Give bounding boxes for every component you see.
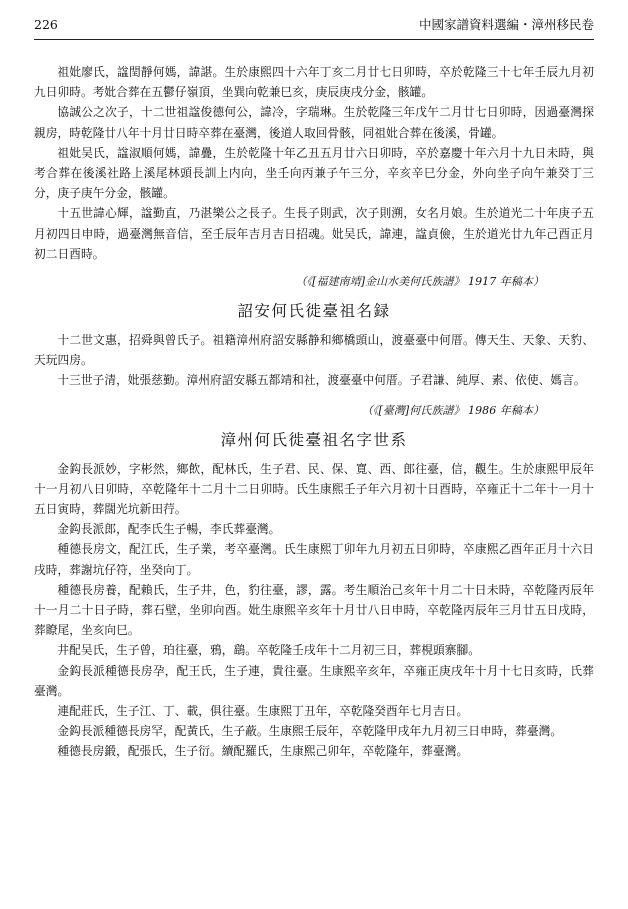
running-title: 中國家譜資料選編・漳州移民卷	[418, 17, 594, 32]
paragraph: 十三世子清，妣張慈勤。漳州府詔安縣五都靖和社，渡臺臺中何厝。子君謙、純厚、素、依使、媽言。	[57, 373, 586, 388]
paragraph: 連配莊氏，生子江、丁、載，俱往臺。生康熙丁丑年，卒乾隆癸酉年七月吉日。	[57, 704, 469, 719]
paragraph: 種德長房鍛，配張氏，生子衍。續配羅氏，生康熙己卯年，卒乾隆年，葬臺灣。	[57, 744, 469, 759]
paragraph: 金鈎長派種德長房罕，配黃氏，生子蔽。生康熙壬辰年，卒乾隆甲戌年九月初三日申時，葬臺灣。	[57, 724, 563, 739]
section-title: 漳州何氏徙臺祖名字世系	[220, 430, 408, 449]
paragraph: 十二世文惠，招舜與曾氏子。祖籍漳州府詔安縣静和鄉橋頭山，渡臺臺中何厝。傳天生、天象、天豹、天玩四房。	[34, 333, 594, 368]
paragraph: 協誠公之次子，十二世祖諡俊德何公，諱冷，字瑞琳。生於乾隆三年戊午二月廿七日卯時，因過臺灣探親房，時乾隆廿八年十月廿日時卒葬在臺灣，後道人取回骨骸，同祖妣合葬在後溪，骨罐。	[34, 105, 594, 140]
page-body	[34, 62, 594, 762]
paragraph: 種德長房文，配江氏，生子業，考卒臺灣。氏生康熙丁卯年九月初五日卯時，卒康熙乙酉年正月十六日戌時，葬謝坑仔符，坐癸向丁。	[34, 542, 594, 577]
source-citation: （《[福建南靖]金山水美何氏族譜》 1917 年稿本）	[295, 275, 544, 289]
paragraph: 祖妣吴氏，諡淑順何媽，諱疊，生於乾隆十年乙丑五月廿六日卯時，卒於嘉慶十年六月十九日未時，與考合葬在後溪社路上溪尾林頭長訓上内向，坐壬向丙兼子午三分，辛亥辛巳分金，外向坐子向午兼癸丁三分，庚子庚午分金，骸罐。	[34, 145, 594, 201]
paragraph: 金鈎長派妙，字彬然，鄉飲，配林氏，生子君、民、保、寬、西、郎往臺，信，觀生。生於康熙甲辰年十一月初八日卯時，卒乾隆年十二月十二日卯時。氏生康熙壬子年六月初十日酉時，卒雍正十二年十一月十五日寅時，葬闊光坑新田荇。	[34, 461, 594, 517]
paragraph: 金鈎長派郎，配李氏生子暢，李氏葬臺灣。	[57, 522, 281, 537]
paragraph: 井配吴氏，生子曾，珀往臺，鴉，鷂。卒乾隆壬戌年十二月初三日，葬梘頭寨腳。	[57, 643, 480, 658]
paragraph: 十五世諱心輝，諡勤直，乃湛樂公之長子。生長子則武，次子則溯，女名月娘。生於道光二十年庚子五月初四日申時，過臺灣無音信，至壬辰年吉月吉日招魂。妣吴氏，諱連，諡貞儉，生於道光廿九年己酉正月初二日酉時。	[34, 206, 594, 261]
paragraph: 種德長房養，配賴氏，生子井，色，豹往臺，謬，露。考生順治己亥年十月二十日未時，卒乾隆丙辰年十一月二十日子時，葬石壁，坐卯向酉。妣生康熙辛亥年十月廿八日申時，卒乾隆丙辰年三月廿五日戌時，葬瞭尾，坐亥向巳。	[34, 582, 594, 638]
paragraph: 祖妣廖氏，諡閏靜何媽，諱諶。生於康熙四十六年丁亥二月廿七日卯時，卒於乾隆三十七年壬辰九月初九日卯時。考妣合葬在五鬱仔嶺頂，坐巽向乾兼巳亥，庚辰庚戌分金，骸罐。	[34, 65, 594, 100]
header-rule	[34, 39, 594, 40]
page-number: 226	[34, 17, 58, 32]
paragraph: 金鈎長派種德長房孕，配王氏，生子連，貴往臺。生康熙辛亥年，卒雍正庚戌年十月十七日亥時，氏葬臺灣。	[34, 663, 594, 698]
section-title: 詔安何氏徙臺祖名録	[237, 302, 391, 321]
page-header	[34, 14, 594, 36]
source-citation: （《[臺灣]何氏族譜》 1986 年稿本）	[361, 403, 544, 417]
